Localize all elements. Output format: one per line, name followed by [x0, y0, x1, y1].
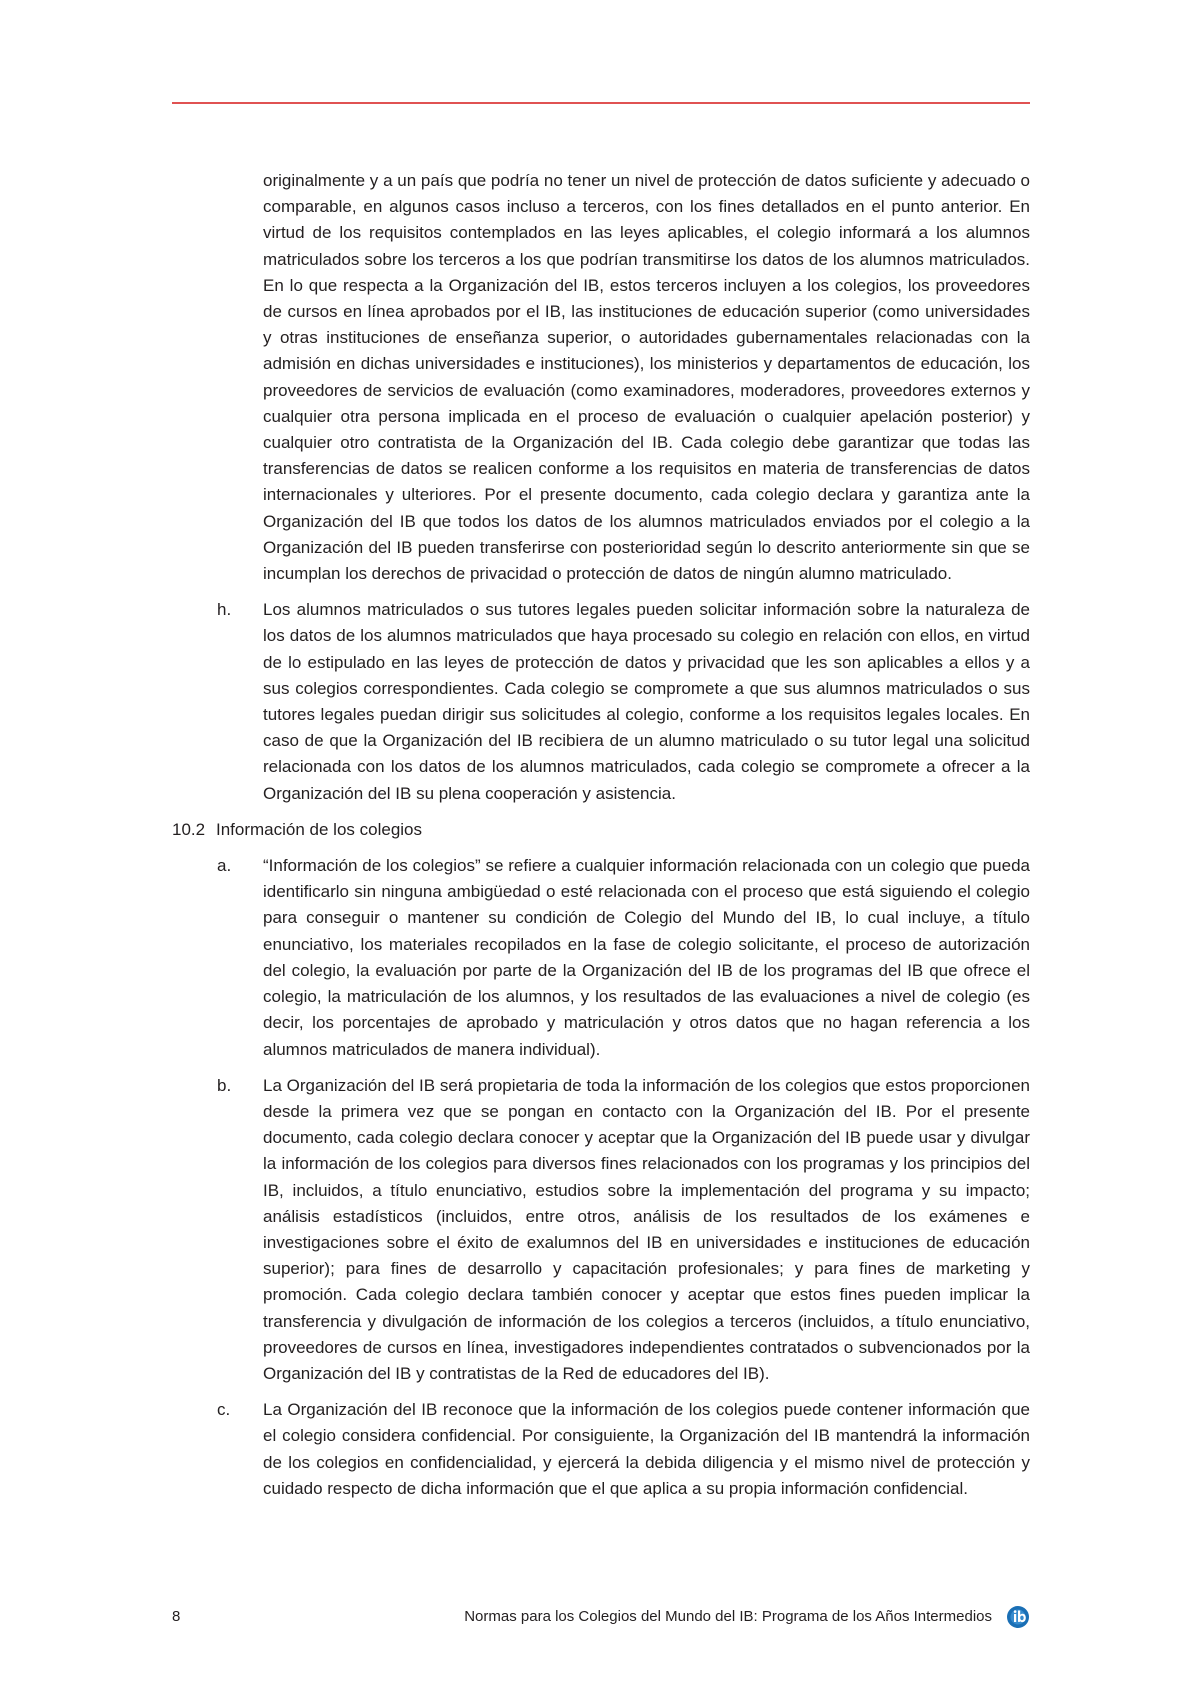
- list-item-c: [172, 1397, 1030, 1502]
- page-footer: [172, 1605, 1030, 1629]
- page-content: [172, 168, 1030, 1512]
- list-item-label: c.: [217, 1400, 231, 1420]
- list-item-label: h.: [217, 600, 232, 620]
- section-number: 10.2: [172, 819, 206, 839]
- continuation-paragraph: originalmente y a un país que podría no tener un nivel de protección de datos suficiente y adecuado o comparable, en algunos casos incluso a terceros, con los fines detallados en el punto anterior. En virtud de los requisitos contemplados en las leyes aplicables, el colegio informará a los alumnos matriculados sobre los terceros a los que podrían transmitirse los datos de los alumnos matriculados. En lo que respecta a la Organización del IB, estos terceros incluyen a los colegios, los proveedores de cursos en línea aprobados por el IB, las instituciones de educación superior (como universidades y otras instituciones de enseñanza superior, o autoridades gubernamentales relacionadas con la admisión en dichas universidades e instituciones), los ministerios y departamentos de educación, los proveedores de servicios de evaluación (como examinadores, moderadores, proveedores externos y cualquier otra persona implicada en el proceso de evaluación o cualquier apelación posterior) y cualquier otro contratista de la Organización del IB. Cada colegio debe garantizar que todas las transferencias de datos se realicen conforme a los requisitos en materia de transferencias de datos internacionales y ulteriores. Por el presente documento, cada colegio declara y garantiza ante la Organización del IB que todos los datos de los alumnos matriculados enviados por el colegio a la Organización del IB pueden transferirse con posterioridad según lo descrito anteriormente sin que se incumplan los derechos de privacidad o protección de datos de ningún alumno matriculado.: [263, 171, 1030, 584]
- page-number: 8: [172, 1608, 181, 1625]
- ib-logo-icon: [1006, 1605, 1030, 1629]
- list-item-h: [172, 597, 1030, 807]
- list-item-text: “Información de los colegios” se refiere a cualquier información relacionada con un colegio que pueda identificarlo sin ninguna ambigüedad o esté relacionada con el proceso que está siguiendo el colegio para conseguir o mantener su condición de Colegio del Mundo del IB, lo cual incluye, a título enunciativo, los materiales recopilados en la fase de colegio solicitante, el proceso de autorización del colegio, la evaluación por parte de la Organización del IB de los programas del IB que ofrece el colegio, la matriculación de los alumnos, y los resultados de las evaluaciones a nivel de colegio (es decir, los porcentajes de aprobado y matriculación y otros datos que no hagan referencia a los alumnos matriculados de manera individual).: [263, 856, 1030, 1059]
- list-item-label: a.: [217, 856, 232, 876]
- list-item-b: [172, 1073, 1030, 1387]
- header-rule: [172, 102, 1030, 104]
- list-item-text: La Organización del IB será propietaria de toda la información de los colegios que estos proporcionen desde la primera vez que se pongan en contacto con la Organización del IB. Por el presente documento, cada colegio declara conocer y aceptar que la Organización del IB puede usar y divulgar la información de los colegios para diversos fines relacionados con los programas y los principios del IB, incluidos, a título enunciativo, estudios sobre la implementación del programa y su impacto; análisis estadísticos (incluidos, entre otros, análisis de los resultados de los exámenes e investigaciones sobre el éxito de exalumnos del IB en universidades e instituciones de educación superior); para fines de desarrollo y capacitación profesionales; y para fines de marketing y promoción. Cada colegio declara también conocer y aceptar que estos fines pueden implicar la transferencia y divulgación de información de los colegios a terceros (incluidos, a título enunciativo, proveedores de cursos en línea, investigadores independientes contratados o subvencionados por la Organización del IB y contratistas de la Red de educadores del IB).: [263, 1075, 1030, 1383]
- list-item-a: [172, 853, 1030, 1063]
- list-item-text: La Organización del IB reconoce que la información de los colegios puede contener información que el colegio considera confidencial. Por consiguiente, la Organización del IB mantendrá la información de los colegios en confidencialidad, y ejercerá la debida diligencia y el mismo nivel de protección y cuidado respecto de dicha información que el que aplica a su propia información confidencial.: [263, 1400, 1030, 1498]
- list-item-text: Los alumnos matriculados o sus tutores legales pueden solicitar información sobre la naturaleza de los datos de los alumnos matriculados que haya procesado su colegio en relación con ellos, en virtud de lo estipulado en las leyes de protección de datos y privacidad que les son aplicables a ellos y a sus colegios correspondientes. Cada colegio se compromete a que sus alumnos matriculados o sus tutores legales puedan dirigir sus solicitudes al colegio, conforme a los requisitos legales locales. En caso de que la Organización del IB recibiera de un alumno matriculado o su tutor legal una solicitud relacionada con los datos de los alumnos matriculados, cada colegio se compromete a ofrecer a la Organización del IB su plena cooperación y asistencia.: [263, 600, 1030, 803]
- section-heading: [172, 817, 1030, 843]
- footer-title: Normas para los Colegios del Mundo del IB: Programa de los Años Intermedios: [464, 1608, 992, 1625]
- section-title: Información de los colegios: [216, 819, 423, 839]
- list-item-label: b.: [217, 1075, 232, 1095]
